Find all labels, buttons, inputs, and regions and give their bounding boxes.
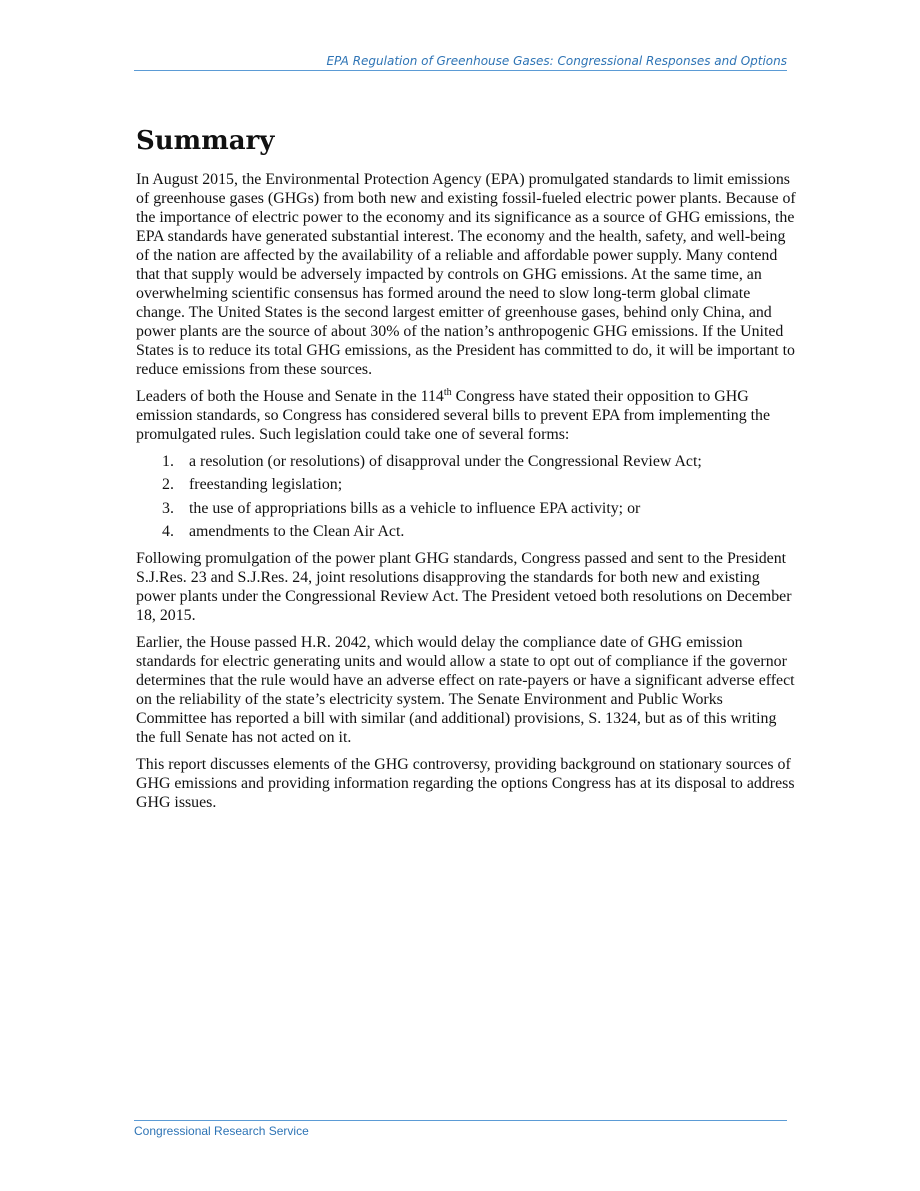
ordinal-suffix: th: [443, 387, 452, 398]
paragraph-intro: In August 2015, the Environmental Protection Agency (EPA) promulgated standards to limit emissions of greenhouse gases (GHGs) from both new and existing fossil-fueled electric power plants. Because of the importance of electric power to the economy and its significance as a source of GHG emissions, the EPA standards have generated substantial interest. The economy and the health, safety, and well-being of the nation are affected by the availability of a reliable and affordable power supply. Many contend that that supply would be adversely impacted by controls on GHG emissions. At the same time, an overwhelming scientific consensus has formed around the need to slow long-term global climate change. The United States is the second largest emitter of greenhouse gases, behind only China, and power plants are the source of about 30% of the nation’s anthropogenic GHG emissions. If the United States is to reduce its total GHG emissions, as the President has committed to do, it will be important to reduce emissions from these sources.: [136, 171, 796, 378]
list-item-text: freestanding legislation;: [189, 476, 343, 494]
paragraph-leaders-text-a: Leaders of both the House and Senate in the 114: [136, 388, 444, 405]
publisher-name: Congressional Research Service: [134, 1124, 309, 1138]
running-header: [134, 54, 787, 71]
list-item-number: 3.: [162, 499, 174, 517]
list-item: [136, 475, 796, 494]
list-item-text: amendments to the Clean Air Act.: [189, 523, 405, 541]
page-footer: [134, 1120, 787, 1139]
list-item: [136, 452, 796, 471]
list-item: [136, 522, 796, 541]
running-title: EPA Regulation of Greenhouse Gases: Congressional Responses and Options: [326, 54, 787, 68]
list-item-number: 1.: [162, 453, 174, 470]
list-item-text: a resolution (or resolutions) of disapproval under the Congressional Review Act;: [189, 453, 702, 470]
list-item-number: 4.: [162, 523, 174, 541]
summary-section: [136, 124, 796, 820]
list-item-number: 2.: [162, 476, 174, 494]
list-item-text: the use of appropriations bills as a vehicle to influence EPA activity; or: [189, 499, 641, 517]
paragraph-leaders-text-b: Congress have stated their opposition to GHG emission standards, so Congress has considered several bills to prevent EPA from implementing the promulgated rules. Such legislation could take one of several forms:: [136, 388, 771, 443]
list-item: [136, 499, 796, 518]
legislation-forms-list: [136, 452, 796, 541]
paragraph-resolutions: Following promulgation of the power plant GHG standards, Congress passed and sent to the President S.J.Res. 23 and S.J.Res. 24, joint resolutions disapproving the standards for both new and existing power plants under the Congressional Review Act. The President vetoed both resolutions on December 18, 2015.: [136, 550, 792, 625]
paragraph-report-scope: This report discusses elements of the GHG controversy, providing background on stationary sources of GHG emissions and providing information regarding the options Congress has at its disposal to address GHG issues.: [136, 756, 795, 812]
paragraph-house-bill: Earlier, the House passed H.R. 2042, which would delay the compliance date of GHG emission standards for electric generating units and would allow a state to opt out of compliance if the governor determines that the rule would have an adverse effect on rate-payers or have a significant adverse effect on the reliability of the state’s electricity system. The Senate Environment and Public Works Committee has reported a bill with similar (and additional) provisions, S. 1324, but as of this writing the full Senate has not acted on it.: [136, 634, 795, 747]
paragraph-leaders: [136, 387, 796, 444]
section-heading: Summary: [136, 126, 275, 156]
